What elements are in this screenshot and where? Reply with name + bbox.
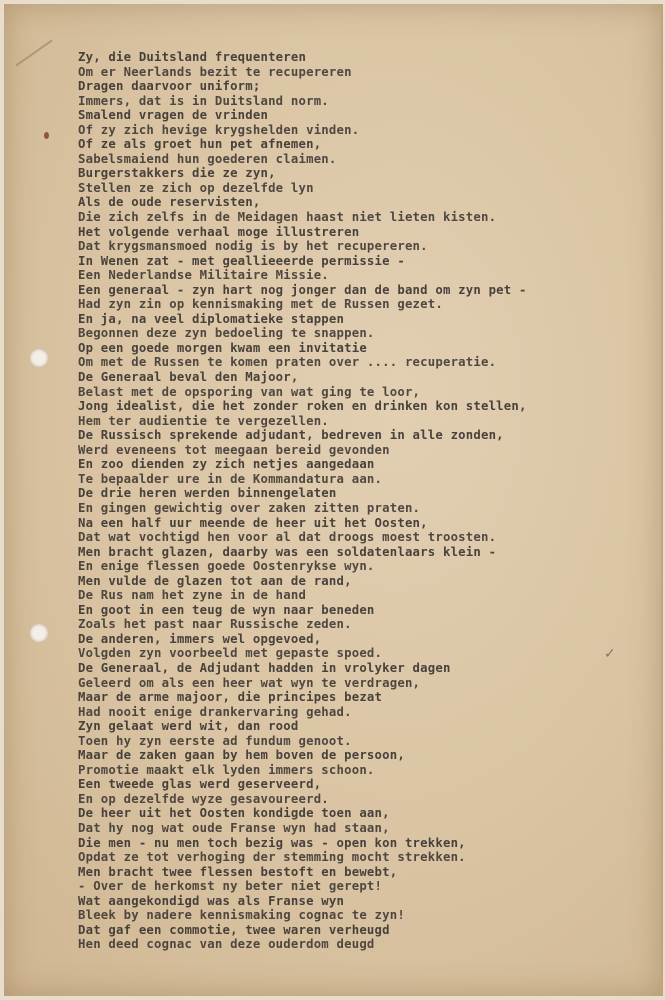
poem-line: Op een goede morgen kwam een invitatie — [78, 340, 367, 355]
poem-line: En enige flessen goede Oostenrykse wyn. — [78, 559, 375, 574]
poem-line: Men bracht twee flessen bestoft en bewebt, — [78, 864, 398, 879]
margin-tick-mark: ✓ — [604, 646, 616, 662]
poem-line: Te bepaalder ure in de Kommandatura aan. — [78, 471, 383, 486]
poem-line: Als de oude reservisten, — [78, 195, 261, 210]
poem-line: Die men - nu men toch bezig was - open kon trekken, — [78, 835, 466, 850]
poem-line: Een generaal - zyn hart nog jonger dan de band om zyn pet - — [78, 282, 527, 297]
poem-line: Begonnen deze zyn bedoeling te snappen. — [78, 326, 375, 341]
poem-line: Een Nederlandse Militaire Missie. — [78, 268, 329, 283]
poem-line: Belast met de opsporing van wat ging te loor, — [78, 384, 421, 399]
poem-line: Men bracht glazen, daarby was een soldatenlaars klein - — [78, 544, 497, 559]
poem-line: De Rus nam het zyne in de hand — [78, 588, 307, 603]
poem-line: Promotie maakt elk lyden immers schoon. — [78, 762, 375, 777]
poem-line: Burgerstakkers die ze zyn, — [78, 166, 276, 181]
poem-line: Het volgende verhaal moge illustreren — [78, 224, 360, 239]
poem-line: Smalend vragen de vrinden — [78, 108, 269, 123]
poem-line: Werd eveneens tot meegaan bereid gevonden — [78, 442, 390, 457]
poem-line: Dat krygsmansmoed nodig is by het recupereren. — [78, 239, 428, 254]
poem-line: Sabelsmaiend hun goederen claimen. — [78, 151, 337, 166]
pencil-mark — [15, 40, 52, 67]
poem-line: Men vulde de glazen tot aan de rand, — [78, 573, 352, 588]
poem-line: De Generaal, de Adjudant hadden in vrolyker dagen — [78, 660, 451, 675]
poem-line: Opdat ze tot verhoging der stemming mocht strekken. — [78, 850, 466, 865]
poem-line: Hem ter audientie te vergezellen. — [78, 413, 329, 428]
poem-line: En gingen gewichtig over zaken zitten praten. — [78, 500, 421, 515]
poem-line: Volgden zyn voorbeeld met gepaste spoed. — [78, 646, 383, 661]
poem-line: Zoals het past naar Russische zeden. — [78, 617, 352, 632]
poem-line: En zoo dienden zy zich netjes aangedaan — [78, 457, 375, 472]
poem-line: De heer uit het Oosten kondigde toen aan, — [78, 806, 390, 821]
poem-line: Dragen daarvoor uniform; — [78, 79, 261, 94]
poem-line: De anderen, immers wel opgevoed, — [78, 631, 322, 646]
poem-line: Na een half uur meende de heer uit het Oosten, — [78, 515, 428, 530]
poem-line: De Generaal beval den Majoor, — [78, 370, 299, 385]
punch-hole-bottom — [30, 624, 48, 642]
poem-line: Een tweede glas werd geserveerd, — [78, 777, 322, 792]
poem-line: De Russisch sprekende adjudant, bedreven in alle zonden, — [78, 428, 504, 443]
poem-line: En ja, na veel diplomatieke stappen — [78, 311, 345, 326]
poem-line: Toen hy zyn eerste ad fundum genoot. — [78, 733, 352, 748]
poem-line: De drie heren werden binnengelaten — [78, 486, 337, 501]
poem-line: Hen deed cognac van deze ouderdom deugd — [78, 937, 375, 952]
poem-line: Om met de Russen te komen praten over .... recuperatie. — [78, 355, 497, 370]
poem-line: In Wenen zat - met geallieeerde permissie - — [78, 253, 405, 268]
poem-line: Had nooit enige drankervaring gehad. — [78, 704, 352, 719]
poem-line: Dat gaf een commotie, twee waren verheugd — [78, 922, 390, 937]
poem-line: Immers, dat is in Duitsland norm. — [78, 93, 329, 108]
poem-line: Dat hy nog wat oude Franse wyn had staan, — [78, 820, 390, 835]
poem-line: Of ze als groet hun pet afnemen, — [78, 137, 322, 152]
poem-line: Jong idealist, die het zonder roken en drinken kon stellen, — [78, 399, 527, 414]
poem-line: Geleerd om als een heer wat wyn te verdragen, — [78, 675, 421, 690]
poem-line: Dat wat vochtigd hen voor al dat droogs moest troosten. — [78, 530, 497, 545]
poem-line: Had zyn zin op kennismaking met de Russen gezet. — [78, 297, 443, 312]
poem-line: Stellen ze zich op dezelfde lyn — [78, 180, 314, 195]
poem-line: En goot in een teug de wyn naar beneden — [78, 602, 375, 617]
poem-line: Om er Neerlands bezit te recupereren — [78, 64, 352, 79]
poem-line: Zyn gelaat werd wit, dan rood — [78, 719, 299, 734]
poem-line: Zy, die Duitsland frequenteren — [78, 50, 307, 64]
poem-line: En op dezelfde wyze gesavoureerd. — [78, 791, 329, 806]
poem-line: Wat aangekondigd was als Franse wyn — [78, 893, 345, 908]
poem-text — [78, 50, 638, 952]
typewritten-page — [4, 4, 663, 996]
ink-spot — [44, 132, 49, 139]
poem-line: Bleek by nadere kennismaking cognac te zyn! — [78, 908, 405, 923]
poem-line: Maar de arme majoor, die principes bezat — [78, 690, 383, 705]
punch-hole-top — [30, 349, 48, 367]
poem-line: Maar de zaken gaan by hem boven de persoon, — [78, 748, 405, 763]
poem-line: Of zy zich hevige krygshelden vinden. — [78, 122, 360, 137]
poem-line: Die zich zelfs in de Meidagen haast niet lieten kisten. — [78, 210, 497, 225]
poem-line: - Over de herkomst ny beter niet gerept! — [78, 879, 383, 894]
